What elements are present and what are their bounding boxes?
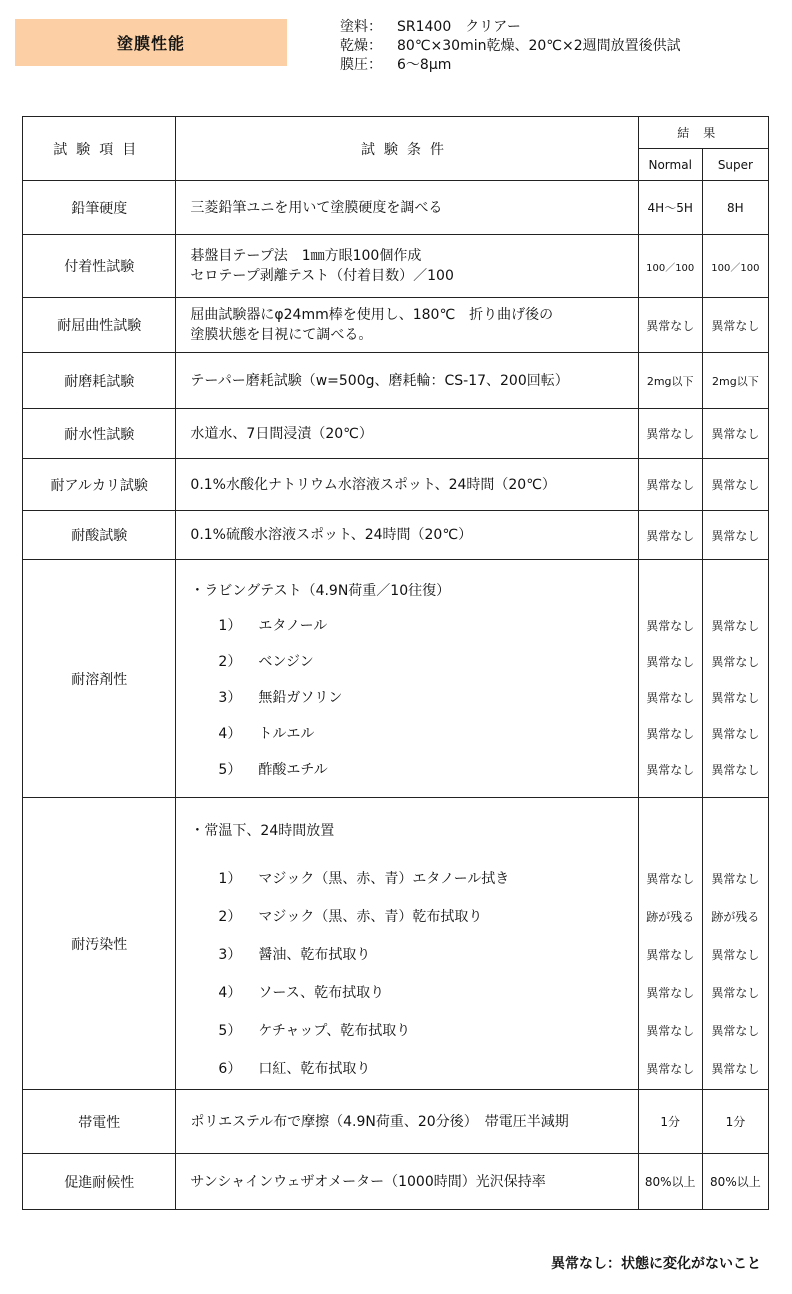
row-condition: 屈曲試験器にφ24mm棒を使用し、180℃ 折り曲げ後の 塗膜状態を目視にて調べる。 <box>176 298 638 353</box>
spec-value: 80℃×30min乾燥、20℃×2週間放置後供試 <box>397 38 681 54</box>
row-condition: 0.1%水酸化ナトリウム水溶液スポット、24時間（20℃） <box>176 459 638 511</box>
stain-sub-item: 3） 醤油、乾布拭取り <box>218 947 371 963</box>
row-condition <box>176 798 638 1090</box>
row-result-super: 異常なし <box>702 409 768 459</box>
footnote: 異常なし：状態に変化がないこと <box>551 1256 761 1272</box>
stain-results-super: 異常なし 跡が残る 異常なし 異常なし 異常なし 異常なし <box>702 798 768 1090</box>
row-result-super: 異常なし <box>702 459 768 511</box>
row-result-normal: 異常なし <box>638 511 702 560</box>
table-row <box>23 298 769 353</box>
row-result-super: 8H <box>702 181 768 235</box>
row-item: 耐磨耗試験 <box>23 353 176 409</box>
solvent-sub-item: 5） 酢酸エチル <box>218 762 328 778</box>
solvent-sub-item: 3） 無鉛ガソリン <box>218 690 343 706</box>
table-row <box>23 1154 769 1210</box>
solvent-sub-item: 1） エタノール <box>218 618 328 634</box>
spec-label: 膜圧： <box>340 57 382 73</box>
row-result-normal: 4H～5H <box>638 181 702 235</box>
stain-sub-item: 4） ソース、乾布拭取り <box>218 985 385 1001</box>
results-table <box>22 116 769 1210</box>
row-result-super: 2mg以下 <box>702 353 768 409</box>
row-result-super: 80%以上 <box>702 1154 768 1210</box>
solvent-results-normal: 異常なし 異常なし 異常なし 異常なし 異常なし <box>638 560 702 798</box>
spec-row-paint <box>340 18 681 37</box>
row-item: 耐溶剤性 <box>23 560 176 798</box>
spec-block <box>340 18 681 75</box>
table-row <box>23 353 769 409</box>
solvent-sub-item: 2） ベンジン <box>218 654 314 670</box>
row-item: 鉛筆硬度 <box>23 181 176 235</box>
row-condition <box>176 560 638 798</box>
row-item: 帯電性 <box>23 1090 176 1154</box>
spec-row-film-thickness <box>340 56 681 75</box>
row-item: 耐屈曲性試験 <box>23 298 176 353</box>
row-item: 耐アルカリ試験 <box>23 459 176 511</box>
table-row-stain <box>23 798 769 1090</box>
row-result-super: 1分 <box>702 1090 768 1154</box>
solvent-results-super: 異常なし 異常なし 異常なし 異常なし 異常なし <box>702 560 768 798</box>
stain-results-normal: 異常なし 跡が残る 異常なし 異常なし 異常なし 異常なし <box>638 798 702 1090</box>
row-condition: 水道水、7日間浸漬（20℃） <box>176 409 638 459</box>
row-result-normal: 異常なし <box>638 409 702 459</box>
row-item: 促進耐候性 <box>23 1154 176 1210</box>
spec-label: 乾燥： <box>340 38 382 54</box>
table-row <box>23 409 769 459</box>
row-result-normal: 異常なし <box>638 298 702 353</box>
row-result-normal: 2mg以下 <box>638 353 702 409</box>
row-item: 耐汚染性 <box>23 798 176 1090</box>
spec-value: 6～8μm <box>397 57 452 73</box>
row-condition: 碁盤目テープ法 1㎜方眼100個作成 セロテープ剥離テスト（付着目数）／100 <box>176 235 638 298</box>
table-header-row <box>23 117 769 149</box>
stain-sub-item: 2） マジック（黒、赤、青）乾布拭取り <box>218 909 483 925</box>
row-result-normal: 異常なし <box>638 459 702 511</box>
row-result-super: 異常なし <box>702 511 768 560</box>
row-result-normal: 1分 <box>638 1090 702 1154</box>
section-title: 塗膜性能 <box>15 19 287 66</box>
spec-row-drying <box>340 37 681 56</box>
table-row <box>23 181 769 235</box>
table-row <box>23 511 769 560</box>
header-test-condition: 試験条件 <box>176 117 638 181</box>
row-item: 耐酸試験 <box>23 511 176 560</box>
row-condition: 三菱鉛筆ユニを用いて塗膜硬度を調べる <box>176 181 638 235</box>
stain-sub-list <box>190 860 637 1088</box>
row-item: 耐水性試験 <box>23 409 176 459</box>
stain-sub-item: 5） ケチャップ、乾布拭取り <box>218 1023 411 1039</box>
solvent-sub-list <box>190 608 637 788</box>
row-result-super: 100／100 <box>702 235 768 298</box>
table-row <box>23 1090 769 1154</box>
row-result-normal: 100／100 <box>638 235 702 298</box>
solvent-intro: ・ラビングテスト（4.9N荷重／10往復） <box>190 583 451 599</box>
row-item: 付着性試験 <box>23 235 176 298</box>
row-condition: テーパー磨耗試験（w=500g、磨耗輪：CS-17、200回転） <box>176 353 638 409</box>
row-condition: ポリエステル布で摩擦（4.9N荷重、20分後） 帯電圧半減期 <box>176 1090 638 1154</box>
row-condition: サンシャインウェザオメーター（1000時間）光沢保持率 <box>176 1154 638 1210</box>
header-super: Super <box>702 149 768 181</box>
header-normal: Normal <box>638 149 702 181</box>
row-condition: 0.1%硫酸水溶液スポット、24時間（20℃） <box>176 511 638 560</box>
row-result-normal: 80%以上 <box>638 1154 702 1210</box>
header-test-item: 試験項目 <box>23 117 176 181</box>
spec-value: SR1400 クリアー <box>397 19 521 35</box>
solvent-sub-item: 4） トルエル <box>218 726 315 742</box>
row-result-super: 異常なし <box>702 298 768 353</box>
table-row <box>23 235 769 298</box>
spec-label: 塗料： <box>340 19 382 35</box>
stain-sub-item: 6） 口紅、乾布拭取り <box>218 1061 371 1077</box>
table-row-solvent <box>23 560 769 798</box>
table-row <box>23 459 769 511</box>
stain-intro: ・常温下、24時間放置 <box>190 823 335 839</box>
header-result: 結果 <box>638 117 768 149</box>
stain-sub-item: 1） マジック（黒、赤、青）エタノール拭き <box>218 871 510 887</box>
